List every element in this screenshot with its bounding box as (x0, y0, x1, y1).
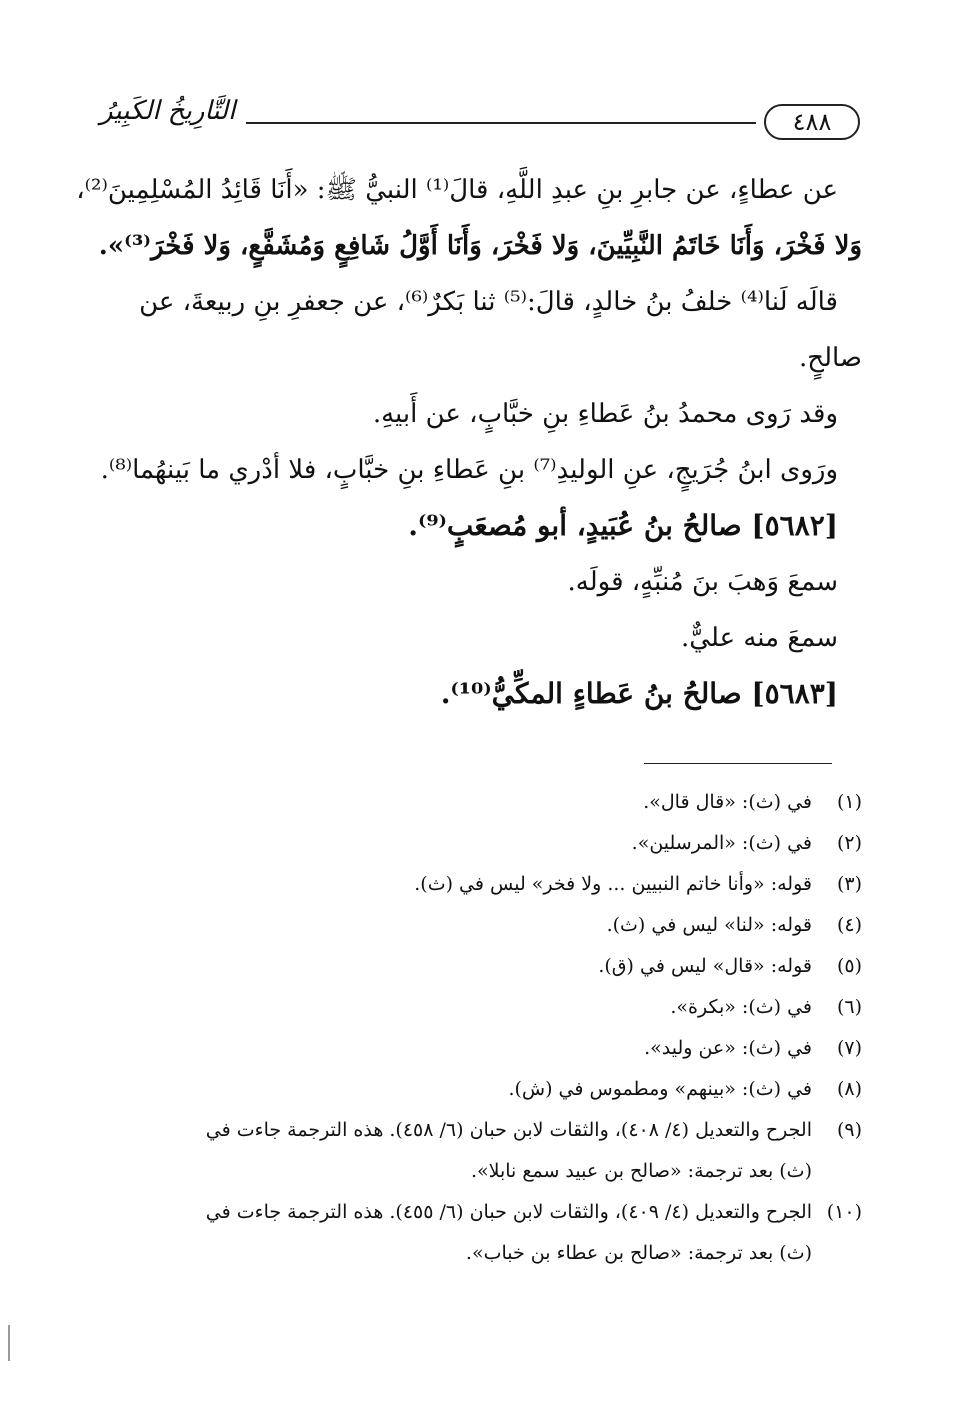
footnote-number: (٦) (836, 996, 862, 1018)
footnote-number: (١٠) (826, 1201, 862, 1223)
footnote-number: (٥) (836, 955, 862, 977)
page-header (100, 92, 860, 142)
text-line: وَلا فَخْرَ، وَأَنَا خَاتَمُ النَّبِيِّينَ، وَلا فَخْرَ، وَأَنَا أَوَّلُ شَافِعٍ وَمُشَفَّعٍ، وَلا فَخْرَ⁽³⁾». (98, 231, 862, 261)
footnote-separator (644, 763, 832, 764)
footnote-text: الجرح والتعديل (٤/ ٤٠٩)، والثقات لابن حبان (٦/ ٤٥٥). هذه الترجمة جاءت في (205, 1201, 812, 1223)
footnote-number: (٣) (836, 873, 862, 895)
footnote-text: الجرح والتعديل (٤/ ٤٠٨)، والثقات لابن حبان (٦/ ٤٥٨). هذه الترجمة جاءت في (205, 1119, 812, 1141)
footnote-text: قوله: «وأنا خاتم النبيين ... ولا فخر» ليس في (ث). (414, 873, 812, 895)
main-text (76, 162, 862, 722)
footnote (100, 1069, 862, 1110)
footnote (100, 987, 862, 1028)
footnote (100, 905, 862, 946)
text-line: قالَه لَنا⁽⁴⁾ خلفُ بنُ خالدٍ، قالَ:⁽⁵⁾ ثنا بَكرٌ⁽⁶⁾، عن جعفرِ بنِ ربيعةَ، عن (139, 287, 838, 317)
footnote-number: (٩) (836, 1119, 862, 1141)
footnote-number: (٢) (836, 832, 862, 854)
footnote (100, 823, 862, 864)
entry-heading-5682: [٥٦٨٢] صالحُ بنُ عُبَيدٍ، أبو مُصعَبٍ⁽⁹⁾. (408, 509, 838, 542)
text-line: وقد رَوى محمدُ بنُ عَطاءِ بنِ خبَّابٍ، عن أَبيهِ. (372, 399, 838, 429)
footnote-text: في (ث): «بينهم» ومطموس في (ش). (508, 1078, 812, 1100)
footnote-continuation: (ث) بعد ترجمة: «صالح بن عطاء بن خباب». (465, 1242, 812, 1264)
footnote-number: (٨) (836, 1078, 862, 1100)
text-line: سمعَ وَهبَ بنَ مُنبِّهٍ، قولَه. (567, 567, 838, 597)
text-line: صالحٍ. (799, 343, 862, 373)
footnote-number: (١) (836, 791, 862, 813)
footnote (100, 1110, 862, 1151)
text-line: عن عطاءٍ، عن جابرِ بنِ عبدِ اللَّهِ، قالَ⁽¹⁾ النبيُّ ﷺ: «أَنَا قَائِدُ المُسْلِمِينَ⁽²⁾، (76, 175, 838, 205)
page-number: ٤٨٨ (764, 104, 860, 140)
footnote (100, 782, 862, 823)
footnotes (100, 782, 862, 1274)
book-title: التَّارِيخُ الكَبِيرُ (100, 96, 236, 126)
footnote (100, 946, 862, 987)
footnote-continuation: (ث) بعد ترجمة: «صالح بن عبيد سمع نابلا». (470, 1160, 812, 1182)
text-line: سمعَ منه عليٌّ. (681, 623, 838, 653)
text-line: ورَوى ابنُ جُرَيجٍ، عنِ الوليدِ⁽⁷⁾ بنِ عَطاءِ بنِ خبَّابٍ، فلا أدْري ما بَينهُما⁽⁸⁾. (100, 455, 838, 485)
footnote-text: قوله: «لنا» ليس في (ث). (606, 914, 812, 936)
footnote (100, 1028, 862, 1069)
footnote-number: (٧) (836, 1037, 862, 1059)
footnote-number: (٤) (836, 914, 862, 936)
footnote-text: في (ث): «عن وليد». (644, 1037, 812, 1059)
scan-margin-mark (8, 1325, 10, 1361)
entry-heading-5683: [٥٦٨٣] صالحُ بنُ عَطاءٍ المكِّيُّ⁽¹⁰⁾. (440, 677, 838, 710)
footnote (100, 1192, 862, 1233)
header-rule (246, 122, 756, 124)
footnote-text: قوله: «قال» ليس في (ق). (598, 955, 812, 977)
footnote-text: في (ث): «قال قال». (643, 791, 812, 813)
footnote (100, 864, 862, 905)
footnote-text: في (ث): «بكرة». (670, 996, 812, 1018)
footnote-text: في (ث): «المرسلين». (631, 832, 812, 854)
